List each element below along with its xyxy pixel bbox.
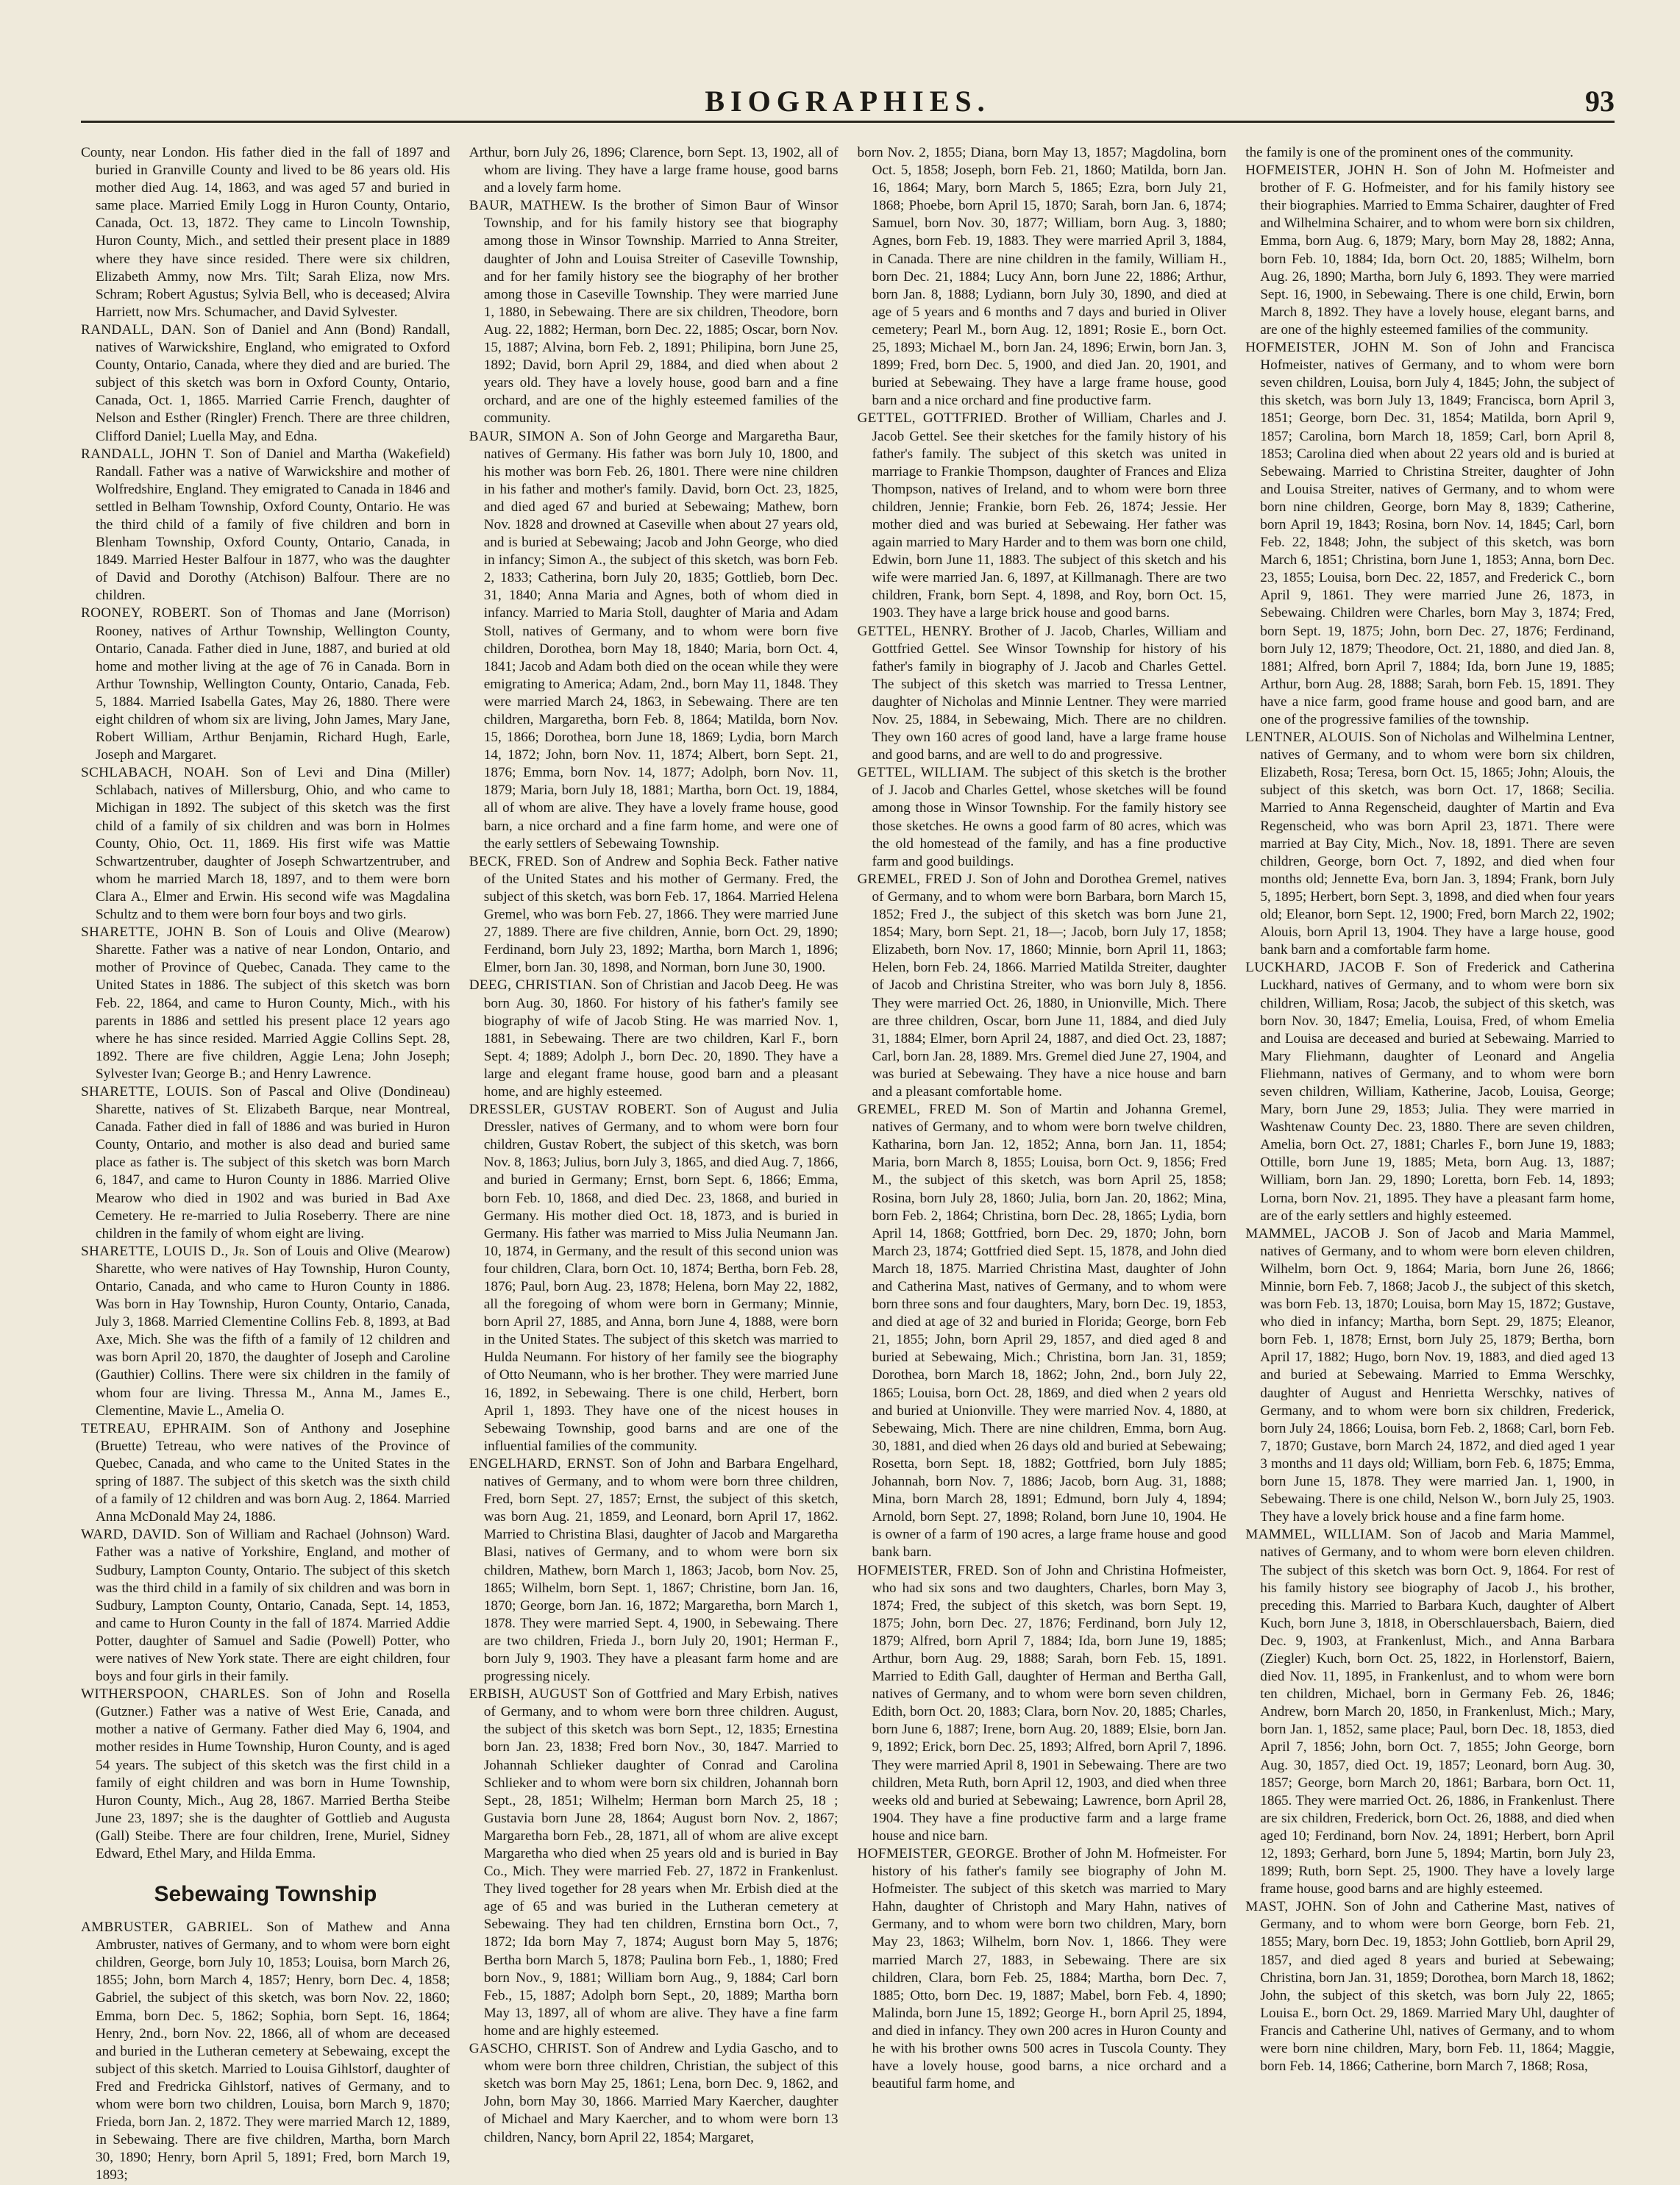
entry-name: BAUR, MATHEW. <box>469 198 586 214</box>
entry-name: GREMEL, FRED M. <box>857 1102 992 1118</box>
biography-entry <box>858 410 1227 622</box>
biography-entry <box>1245 1225 1615 1527</box>
entry-text: Son of Christian and Jacob Deeg. He was born Aug. 30, 1860. For history of his father's family see biography of wife of Jacob Sting. He was married Nov. 1, 1881, in Sebewaing. There are two children, Karl F., born Sept. 4; 1889; Adolph J., born Dec. 20, 1890. They have a large and elegant frame house, good barn and a pleasant home, and are highly esteemed. <box>483 977 839 1099</box>
biography-entry <box>81 446 450 605</box>
text-columns <box>81 144 1615 2184</box>
biography-entry <box>858 623 1227 765</box>
column-4 <box>1245 144 1615 2075</box>
entry-text: the family is one of the prominent ones of the community. <box>1245 145 1574 160</box>
biography-entry <box>1245 339 1615 729</box>
entry-name: HOFMEISTER, FRED. <box>857 1562 998 1578</box>
entry-text: Son of Mathew and Anna Ambruster, natives of Germany, and to whom were born eight children, George, born July 10, 1853; Louisa, born March 26, 1855; John, born March 4, 1857; Henry, born Dec. 4, 1858; Gabriel, the subject of this sketch, was born Nov. 22, 1860; Emma, born Dec. 5, 1862; Sophia, born Sept. 16, 1864; Henry, 2nd., born Nov. 22, 1866, all of whom are deceased and buried in the Lutheran cemetery at Sebewaing, except the subject of this sketch. Married to Louisa Gihlstorf, daughter of Fred and Fredricka Gihlstorf, natives of Germany, and to whom were born two children, Louisa, born March 9, 1870; Frieda, born Jan. 2, 1872. They were married March 12, 1889, in Sebewaing. There are five children, Martha, born March 30, 1890; Henry, born April 5, 1891; Fred, born March 19, 1893; <box>96 1920 450 2184</box>
biography-entry <box>81 1243 450 1420</box>
column-1-bottom-entries <box>81 1919 450 2184</box>
entry-text: Brother of William, Charles and J. Jacob Gettel. See their sketches for the family history of his father's family. The subject of this sketch was united in marriage to Frankie Thompson, daughter of Frances and Eliza Thompson, natives of Ireland, and to whom were born three children, Jennie; Frankie, born Feb. 26, 1874; Jessie. Her mother died and was buried at Sebewaing. Her father was again married to Mary Harder and to them was born one child, Edwin, born June 11, 1883. The subject of this sketch and his wife were married Jan. 6, 1897, at Killmanagh. There are two children, Frank, born Sept. 4, 1898, and Roy, born Oct. 15, 1903. They have a large brick house and good barns. <box>872 410 1227 621</box>
column-3 <box>857 144 1227 2092</box>
entry-text: Son of William and Rachael (Johnson) Ward. Father was a native of Yorkshire, England, and mother of Sudbury, Lampton County, Ontario. The subject of this sketch was the third child in a family of six children and was born in Sudbury, Lampton County, Ontario, Canada, Sept. 14, 1853, and came to Huron County in the fall of 1874. Married Addie Potter, daughter of Samuel and Sadie (Powell) Potter, who were natives of New York state. There are eight children, four boys and four girls in their family. <box>96 1527 450 1685</box>
entry-text: The subject of this sketch is the brother of J. Jacob and Charles Gettel, whose sketches will be found among those in Winsor Township. For the family history see those sketches. He owns a good farm of 80 acres, which was the old homestead of the family, and has a fine productive farm and good buildings. <box>872 765 1227 869</box>
biography-entry <box>81 1686 450 1863</box>
entry-name: DEEG, CHRISTIAN. <box>469 977 597 994</box>
biography-entry <box>858 144 1227 410</box>
biography-entry <box>469 1686 839 2040</box>
entry-name: SHARETTE, JOHN B. <box>81 924 227 941</box>
entry-name: HOFMEISTER, GEORGE. <box>857 1846 1019 1861</box>
biography-entry <box>1245 959 1615 1225</box>
entry-text: Son of Frederick and Catherina Luckhard, natives of Germany, and to whom were born six children, William, Rosa; Jacob, the subject of this sketch, was born Nov. 30, 1847; Emelia, Louisa, Fred, of whom Emelia and Louisa are deceased and buried at Sebewaing. Married to Mary Fliehmann, daughter of Leonard and Angelia Fliehmann, natives of Germany, and to whom were born seven children, William, Katherine, Jacob, Louisa, George; Mary, born June 29, 1853; Julia. They were married in Washtenaw County Dec. 23, 1880. There are seven children, Amelia, born Oct. 27, 1881; Charles F., born June 19, 1883; Ottille, born June 19, 1885; Meta, born Aug. 13, 1887; William, born Jan. 29, 1890; Loretta, born Feb. 14, 1893; Lorna, born Nov. 21, 1895. They have a pleasant farm home, are of the early settlers and highly esteemed. <box>1260 960 1615 1224</box>
running-title: BIOGRAPHIES. <box>705 85 991 118</box>
entry-name: GETTEL, HENRY. <box>857 623 973 639</box>
entry-text: Son of Jacob and Maria Mammel, natives of Germany, and to whom were born eleven children, Wilhelm, born Oct. 9, 1864; Maria, born June 26, 1866; Minnie, born Feb. 7, 1868; Jacob J., the subject of this sketch, was born Feb. 13, 1870; Louisa, born May 15, 1872; Gustave, who died in infancy; Martha, born Sept. 29, 1875; Eleanor, born Feb. 1, 1878; Ernst, born July 25, 1879; Bertha, born April 17, 1882; Hugo, born Nov. 19, 1883, and died aged 13 and buried at Sebewaing. Married to Emma Werschky, daughter of August and Henrietta Werschky, natives of Germany, and to whom were born six children, Frederick, born July 24, 1866; Louisa, born Feb. 2, 1868; Carl, born Feb. 7, 1870; Gustave, born March 24, 1872, and died aged 1 year 3 months and 11 days old; William, born Feb. 6, 1875; Emma, born June 15, 1878. They were married Jan. 1, 1900, in Sebewaing. There is one child, Nelson W., born July 25, 1903. They have a lovely brick house and a fine farm home. <box>1260 1225 1615 1525</box>
entry-name: BECK, FRED. <box>469 853 558 869</box>
entry-name: HOFMEISTER, JOHN H. <box>1245 163 1408 179</box>
entry-text: Son of John and Francisca Hofmeister, natives of Germany, and to whom were born seven children, Louisa, born July 4, 1845; John, the subject of this sketch, was born July 13, 1849; Francisca, born April 3, 1851; George, born Dec. 31, 1854; Matilda, born April 9, 1857; Carolina, born March 18, 1859; Carl, born April 8, 1853; Carolina died when about 22 years old and is buried at Sebewaing. Married to Christina Streiter, daughter of John and Louisa Streiter, natives of Germany, and to whom were born nine children, George, born May 8, 1839; Catherine, born April 19, 1843; Rosina, born Nov. 14, 1845; Carl, born Feb. 22, 1848; John, the subject of this sketch, was born March 6, 1851; Christina, born June 1, 1853; Anna, born Dec. 23, 1855; Louisa, born Dec. 22, 1857, and Frederick C., born April 9, 1861. They were married June 26, 1873, in Sebewaing. Children were Charles, born May 3, 1874; Fred, born Sept. 19, 1875; John, born Dec. 27, 1876; Ferdinand, born July 12, 1879; Theodore, Oct. 21, 1880, and died Jan. 8, 1881; Alfred, born April 7, 1884; Ida, born June 19, 1885; Arthur, born Aug. 28, 1888; Sarah, born Feb. 15, 1891. They have a nice farm, good frame house and good barn, and are one of the progressive families of the township. <box>1260 340 1615 727</box>
biography-entry <box>81 924 450 1083</box>
biography-entry <box>469 428 839 853</box>
entry-name: LENTNER, ALOUIS. <box>1245 730 1375 746</box>
entry-name: LUCKHARD, JACOB F. <box>1245 960 1406 976</box>
entry-text: Son of Andrew and Lydia Gascho, and to whom were born three children, Christian, the subject of this sketch was born May 25, 1861; Lena, born Dec. 9, 1862, and John, born May 30, 1866. Married Mary Kaercher, daughter of Michael and Mary Kaercher, and to whom were born 13 children, Nancy, born April 22, 1854; Margaret, <box>483 2041 839 2145</box>
column-2 <box>469 144 839 2145</box>
entry-text: Brother of John M. Hofmeister. For history of his father's family see biography of John M. Hofmeister. The subject of this sketch was married to Mary Hahn, daughter of Christoph and Mary Hahn, natives of Germany, and to whom were born two children, Mary, born May 23, 1863; Wilhelm, born Nov. 1, 1866. They were married March 27, 1883, in Sebewaing. There are six children, Clara, born Feb. 25, 1884; Martha, born Dec. 7, 1885; Otto, born Dec. 19, 1887; Mabel, born Feb. 4, 1890; Malinda, born June 15, 1892; George H., born April 25, 1894, and died in infancy. They own 200 acres in Huron County and he with his brother owns 500 acres in Tuscola County. They have a lovely house, good barns, a nice orchard and a beautiful farm home, and <box>872 1846 1227 2092</box>
entry-text: Son of Levi and Dina (Miller) Schlabach, natives of Millersburg, Ohio, and who came to Michigan in 1892. The subject of this sketch was the first child of a family of six children and was born in Holmes County, Ohio, Oct. 11, 1869. His first wife was Mattie Schwartzentruber, daughter of Joseph Schwartzentruber, and whom he married March 18, 1897, and to them were born Clara A., Elmer and Erwin. His second wife was Magdalina Schultz and to them were born four boys and two girls. <box>96 765 450 923</box>
entry-text: Son of John and Dorothea Gremel, natives of Germany, and to whom were born Barbara, born March 15, 1852; Fred J., the subject of this sketch was born June 21, 1854; Mary, born Sept. 21, 18—; Jacob, born July 17, 1858; Elizabeth, born Nov. 17, 1860; Minnie, born April 11, 1863; Helen, born Feb. 24, 1866. Married Matilda Streiter, daughter of Jacob and Christina Streiter, who was born July 8, 1856. They were married Oct. 26, 1880, in Unionville, Mich. There are three children, Oscar, born June 11, 1884, and died July 31, 1884; Elmer, born April 24, 1887, and died Oct. 23, 1887; Carl, born Jan. 28, 1889. Mrs. Gremel died June 27, 1904, and was buried at Sebewaing. They have a nice house and barn and a pleasant comfortable home. <box>872 871 1227 1099</box>
entry-text: Son of John and Barbara Engelhard, natives of Germany, and to whom were born three children, Fred, born Sept. 27, 1857; Ernst, the subject of this sketch, was born Aug. 21, 1859, and Leonard, born April 17, 1862. Married to Christina Blasi, daughter of Jacob and Margaretha Blasi, natives of Germany, and to whom were born six children, Mathew, born March 1, 1863; Jacob, born Nov. 25, 1865; Wilhelm, born Sept. 1, 1867; Christine, born Jan. 16, 1870; George, born Jan. 16, 1872; Margaretha, born March 1, 1878. They were married Sept. 4, 1900, in Sebewaing. There are two children, Frieda J., born July 20, 1901; Herman F., born July 9, 1903. They have a pleasant farm home and are progressing nicely. <box>483 1455 839 1685</box>
biography-entry <box>469 197 839 427</box>
entry-text: Son of John and Catherine Mast, natives of Germany, and to whom were born George, born Feb. 21, 1855; Mary, born Dec. 19, 1853; John Gottlieb, born April 29, 1857, and died aged 8 years and buried at Sebewaing; Christina, born Jan. 31, 1859; Dorothea, born March 18, 1862; John, the subject of this sketch, was born July 22, 1865; Louisa E., born Oct. 29, 1869. Married Mary Uhl, daughter of Francis and Catherine Uhl, natives of Germany, and to whom were born nine children, Mary, born Feb. 11, 1864; Maggie, born Feb. 14, 1866; Catherine, born March 7, 1868; Rosa, <box>1260 1899 1615 2075</box>
biography-entry <box>81 764 450 924</box>
biography-entry <box>469 144 839 197</box>
biography-entry <box>858 871 1227 1101</box>
entry-text: Son of Thomas and Jane (Morrison) Rooney, natives of Arthur Township, Wellington County, Ontario, Canada. Father died in June, 1887, and buried at old home and mother living at the age of 76 in Canada. Born in Arthur Township, Wellington County, Ontario, Canada, Feb. 5, 1884. Married Isabella Gates, May 26, 1880. There were eight children of whom six are living, John James, Mary Jane, Robert William, Arthur Benjamin, Richard Hugh, Earle, Joseph and Margaret. <box>96 605 450 763</box>
biography-entry <box>81 321 450 446</box>
biography-entry <box>469 2040 839 2147</box>
entry-name: ERBISH, AUGUST <box>469 1686 588 1703</box>
entry-text: Son of Pascal and Olive (Dondineau) Sharette, natives of St. Elizabeth Barque, near Montreal, Canada. Father died in fall of 1886 and was buried in Huron County, Ontario, and mother is also dead and buried same place as father is. The subject of this sketch was born March 6, 1847, and came to Huron County in 1886. Married Olive Mearow who died in 1902 and was buried in Bad Axe Cemetery. He re-married to Julia Roseberry. There are nine children in the family of whom eight are living. <box>96 1083 450 1241</box>
entry-name: GASCHO, CHRIST. <box>469 2041 592 2057</box>
column-1-top-entries <box>81 144 450 1863</box>
entry-text: Son of August and Julia Dressler, natives of Germany, and to whom were born four children, Gustav Robert, the subject of this sketch, was born Nov. 8, 1863; Julius, born July 3, 1865, and died Aug. 7, 1866, and buried in Germany; Ernst, born Sept. 6, 1866; Emma, born Feb. 10, 1868, and died Dec. 23, 1868, and buried in Germany. His mother died Oct. 18, 1873, and is buried in Germany. His father was married to Miss Julia Neumann Jan. 10, 1874, in Germany, and the result of this second union was four children, Clara, born Oct. 10, 1874; Bertha, born Feb. 28, 1876; Paul, born Aug. 23, 1878; Helena, born May 22, 1882, all the foregoing of whom were born in Germany; Minnie, born April 27, 1885, and Anna, born June 4, 1888, were born in the United States. The subject of this sketch was married to Hulda Neumann. For history of her family see the biography of Otto Neumann, who is her brother. They were married June 16, 1892, in Sebewaing. There is one child, Herbert, born April 1, 1893. They have one of the nicest houses in Sebewaing Township, good barns and are one of the influential families of the community. <box>483 1102 839 1454</box>
biography-entry <box>81 1083 450 1243</box>
entry-text: Son of Jacob and Maria Mammel, natives of Germany, and to whom were born eleven children. The subject of this sketch was born Oct. 9, 1864. For rest of his family history see biography of Jacob J., his brother, preceding this. Married to Barbara Kuch, daughter of Albert Kuch, born June 3, 1818, in Oberschlauersbach, Baiern, died Dec. 9, 1903, at Frankenlust, Mich., and Anna Barbara (Ziegler) Kuch, born Oct. 25, 1822, in Horlenstorf, Baiern, died Nov. 11, 1895, in Frankenlust, and to whom were born ten children, Michael, born in Germany Feb. 26, 1846; Andrew, born March 20, 1850, in Frankenlust, Mich.; Mary, born Jan. 1, 1852, same place; Paul, born Dec. 18, 1853, died April 7, 1856; John, born Oct. 7, 1855; John George, born Aug. 30, 1857, died Oct. 19, 1857; Leonard, born Aug. 30, 1857; George, born March 20, 1861; Barbara, born Oct. 11, 1865. They were married Oct. 26, 1886, in Frankenlust. There are six children, Frederick, born Oct. 26, 1888, and died when aged 10; Ferdinand, born Nov. 24, 1891; Herbert, born April 12, 1893; Gerhard, born June 5, 1894; Martin, born July 23, 1899; Ruth, born Sept. 25, 1900. They have a lovely large frame house, good barns and are highly esteemed. <box>1260 1527 1615 1897</box>
page-number: 93 <box>1585 85 1615 118</box>
biography-entry <box>858 1562 1227 1846</box>
entry-text: Son of Gottfried and Mary Erbish, natives of Germany, and to whom were born three children. August, the subject of this sketch was born Sept., 12, 1835; Ernestina born Jan. 23, 1838; Fred born Nov., 30, 1847. Married to Johannah Schlieker daughter of Conrad and Carolina Schlieker and to whom were born six children, Johannah born Sept., 28, 1851; Wilhelm; Herman born March 25, 18 ; Gustavia born June 28, 1864; August born Nov. 2, 1867; Margaretha born Feb., 28, 1871, all of whom are alive except Margaretha who died when 25 years old and is buried in Bay Co., Mich. They were married Feb. 27, 1872 in Frankenlust. They lived together for 28 years when Mr. Erbish died at the age of 65 and was buried in the Lutheran cemetery at Sebewaing. They had ten children, Ernstina born Oct., 7, 1872; Ida born May 7, 1874; August born May 5, 1876; Bertha born March 5, 1878; Paulina born Feb., 1, 1880; Fred born Nov., 9, 1881; William born Aug., 9, 1884; Carl born Feb., 15, 1887; Adolph born Sept., 20, 1889; Martha born May 13, 1897, all of whom are alive. They have a fine farm home and are highly esteemed. <box>483 1686 839 2039</box>
biography-entry <box>1245 1526 1615 1898</box>
biography-entry <box>858 764 1227 871</box>
biography-entry <box>469 853 839 977</box>
biography-entry <box>81 1526 450 1686</box>
entry-text: Brother of J. Jacob, Charles, William and Gottfried Gettel. See Winsor Township for history of his father's family in biography of J. Jacob and Charles Gettel. The subject of this sketch was married to Tressa Lentner, daughter of Nicholas and Minnie Lentner. They were married Nov. 25, 1884, in Sebewaing, Mich. There are no children. They own 160 acres of good land, have a large frame house and good barns, and are well to do and progressive. <box>872 623 1227 763</box>
entry-name: RANDALL, DAN. <box>81 321 196 338</box>
entry-text: Son of Andrew and Sophia Beck. Father native of the United States and his mother of Germany. Fred, the subject of this sketch, was born Feb. 17, 1864. Married Helena Gremel, who was born Feb. 27, 1866. They were married June 27, 1889. There are five children, Annie, born Oct. 29, 1890; Ferdinand, born July 23, 1892; Martha, born March 1, 1896; Elmer, born Jan. 30, 1898, and Norman, born June 30, 1900. <box>483 853 839 976</box>
entry-text: Son of Daniel and Ann (Bond) Randall, natives of Warwickshire, England, who emigrated to Oxford County, Ontario, Canada, where they died and are buried. The subject of this sketch was born in Oxford County, Ontario, Canada, Oct. 1, 1865. Married Carrie French, daughter of Nelson and Esther (Ringler) French. There are three children, Clifford Daniel; Luella May, and Edna. <box>96 321 450 444</box>
biography-entry <box>858 1101 1227 1561</box>
biography-entry <box>469 1101 839 1455</box>
biography-entry <box>1245 162 1615 339</box>
entry-name: MAST, JOHN. <box>1245 1899 1337 1915</box>
biography-entry <box>81 1919 450 2184</box>
section-heading: Sebewaing Township <box>154 1882 377 1907</box>
entry-name: TETREAU, EPHRAIM. <box>81 1420 232 1436</box>
entry-text: Son of Louis and Olive (Mearow) Sharette. Father was a native of near London, Ontario, and mother of Province of Quebec, Canada. They came to the United States in 1886. The subject of this sketch was born Feb. 22, 1864, and came to Huron County, Mich., with his parents in 1886 and settled his present place 12 years ago where he has since resided. Married Aggie Collins Sept. 28, 1892. There are five children, Aggie Lena; John Joseph; Sylvester Ivan; George B.; and Henry Lawrence. <box>96 924 450 1082</box>
entry-name: SCHLABACH, NOAH. <box>81 765 229 781</box>
entry-text: Son of Nicholas and Wilhelmina Lentner, natives of Germany, and to whom were born six children, Elizabeth, Rosa; Teresa, born Oct. 15, 1865; John; Alouis, the subject of this sketch, was born Oct. 17, 1868; Secilia. Married to Anna Regenscheid, daughter of Martin and Eva Regenscheid, who was born April 23, 1871. There were married at Bay City, Mich., Nov. 18, 1891. There are seven children, George, born Oct. 7, 1892, and died when four months old; Jennette Eva, born Jan. 3, 1894; Frank, born July 5, 1895; Herbert, born Sept. 3, 1898, and died when four years old; Eleanor, born Sept. 12, 1900; Fred, born March 22, 1902; Alouis, born April 13, 1904. They have a large house, good bank barn and a comfortable farm home. <box>1260 730 1615 958</box>
entry-text: Son of John and Rosella (Gutzner.) Father was a native of West Erie, Canada, and mother a native of Germany. Father died May 6, 1904, and mother resides in Hume Township, Huron County, and is aged 54 years. The subject of this sketch was the first child in a family of eight children and was born in Hume Township, Huron County, Mich., Aug 28, 1867. Married Bertha Steibe June 23, 1897; she is the daughter of Gottlieb and Augusta (Gall) Steibe. There are four children, Irene, Muriel, Sidney Edward, Ethel Mary, and Hilda Emma. <box>96 1686 450 1861</box>
entry-name: SHARETTE, LOUIS D., Jr. <box>81 1243 249 1259</box>
entry-text: Son of John M. Hofmeister and brother of F. G. Hofmeister, and for his family history see their biographies. Married to Emma Schairer, daughter of Fred and Wilhelmina Schairer, and to whom were born six children, Emma, born Aug. 6, 1879; Mary, born May 28, 1882; Anna, born Feb. 10, 1884; Ida, born Oct. 20, 1885; Wilhelm, born Aug. 26, 1890; Martha, born July 6, 1893. They were married Sept. 16, 1900, in Sebewaing. There is one child, Erwin, born March 8, 1892. They have a lovely house, elegant barns, and are one of the highly esteemed families of the community. <box>1260 163 1615 338</box>
entry-text: Son of Louis and Olive (Mearow) Sharette, who were natives of Hay Township, Huron County, Ontario, Canada, and who came to Huron County in 1886. Was born in Hay Township, Huron County, Ontario, Canada, July 3, 1868. Married Clementine Collins Feb. 8, 1893, at Bad Axe, Mich. She was the fifth of a family of 12 children and was born April 20, 1870, the daughter of Joseph and Caroline (Gauthier) Collins. There were six children in the family of whom four are living. Thressa M., Anna M., James E., Clementine, Mavie L., Amelia O. <box>96 1243 450 1419</box>
biography-entry <box>81 144 450 321</box>
entry-name: GETTEL, GOTTFRIED. <box>857 410 1008 427</box>
entry-text: Is the brother of Simon Baur of Winsor Township, and for his family history see that biography among those in Winsor Township. Married to Anna Streiter, daughter of John and Louisa Streiter of Caseville Township, and for her family history see the biography of her brother among those in Caseville Township. They were married June 1, 1880, in Sebewaing. There are six children, Theodore, born Aug. 22, 1882; Herman, born Dec. 22, 1885; Oscar, born Nov. 15, 1887; Alvina, born Feb. 2, 1891; Philipina, born June 25, 1892; David, born April 29, 1884, and died when about 2 years old. They have a lovely house, good barn and a fine orchard, and are one of the highly esteemed families of the community. <box>483 198 839 427</box>
entry-name: WITHERSPOON, CHARLES. <box>81 1686 270 1703</box>
biography-entry <box>469 1455 839 1686</box>
entry-name: GREMEL, FRED J. <box>857 871 977 887</box>
entry-name: MAMMEL, WILLIAM. <box>1245 1527 1392 1543</box>
entry-name: WARD, DAVID. <box>81 1527 181 1543</box>
entry-text: born Nov. 2, 1855; Diana, born May 13, 1857; Magdolina, born Oct. 5, 1858; Joseph, born Feb. 21, 1860; Matilda, born Jan. 16, 1864; Mary, born March 5, 1865; Ezra, born July 21, 1868; Phoebe, born April 15, 1870; Sarah, born Jan. 6, 1874; Samuel, born Nov. 30, 1877; William, born Aug. 3, 1880; Agnes, born Feb. 19, 1883. They were married April 3, 1884, in Canada. There are nine children in the family, William H., born Dec. 21, 1884; Lucy Ann, born June 22, 1886; Arthur, born Jan. 8, 1888; Lydiann, born July 30, 1890, and died at age of 5 years and 6 months and 7 days and buried in Oliver cemetery; Pearl M., born Aug. 12, 1891; Rosie E., born Oct. 25, 1893; Michael M., born Jan. 24, 1896; Erwin, born Jan. 3, 1899; Fred, born Dec. 5, 1900, and died Jan. 20, 1901, and buried at Sebewaing. They have a large frame house, good barn and a nice orchard and fine productive farm. <box>857 145 1227 409</box>
entry-text: Son of John George and Margaretha Baur, natives of Germany. His father was born July 10, 1800, and his mother was born Feb. 26, 1801. There were nine children in his father and mother's family. David, born Oct. 23, 1825, and died aged 67 and buried at Sebewaing; Mathew, born Nov. 1828 and drowned at Caseville when about 27 years old, and is buried at Sebewaing; Jacob and John George, who died in infancy; Simon A., the subject of this sketch, was born Feb. 2, 1833; Catherina, born July 20, 1835; Gottlieb, born Dec. 31, 1840; Anna Maria and Agnes, both of whom died in infancy. Married to Maria Stoll, daughter of Maria and Adam Stoll, natives of Germany, and to whom were born five children, Dorothea, born May 18, 1840; Maria, born Oct. 4, 1841; Jacob and Adam both died on the ocean while they were emigrating to America; Adam, 2nd., born May 11, 1848. They were married March 24, 1863, in Sebewaing. There are ten children, Margaretha, born Feb. 8, 1864; Matilda, born Nov. 15, 1866; Dorothea, born June 18, 1869; Lydia, born March 14, 1872; John, born Nov. 11, 1874; Albert, born Sept. 21, 1876; Emma, born Nov. 14, 1877; Adolph, born Nov. 11, 1879; Maria, born July 18, 1881; Martha, born Oct. 19, 1884, all of whom are alive. They have a lovely frame house, good barn, a nice orchard and a fine farm home, and were one of the early settlers of Sebewaing Township. <box>483 428 839 852</box>
entry-name: GETTEL, WILLIAM. <box>857 765 989 781</box>
entry-name: AMBRUSTER, GABRIEL. <box>81 1920 253 1936</box>
biography-entry <box>81 605 450 764</box>
entry-name: BAUR, SIMON A. <box>469 428 584 444</box>
entry-text: County, near London. His father died in the fall of 1897 and buried in Granville County and lived to be 86 years old. His mother died Aug. 14, 1863, and was aged 57 and buried in same place. Married Emily Logg in Huron County, Ontario, Canada, Oct. 13, 1872. They came to Lincoln Township, Huron County, Mich., and settled their present place in 1889 where they have since resided. There were six children, Elizabeth Ammy, now Mrs. Tilt; Sarah Eliza, now Mrs. Schram; Robert Agustus; Sylvia Bell, who is deceased; Alvira Harriett, now Mrs. Schumacher, and David Sylvester. <box>81 145 450 320</box>
biography-entry <box>1245 729 1615 959</box>
biography-entry <box>858 1845 1227 2093</box>
entry-text: Son of Martin and Johanna Gremel, natives of Germany, and to whom were born twelve children, Katharina, born Jan. 12, 1852; Anna, born Jan. 11, 1854; Maria, born March 8, 1855; Louisa, born Oct. 9, 1856; Fred M., the subject of this sketch, was born April 25, 1858; Rosina, born July 28, 1860; Julia, born Jan. 20, 1862; Mina, born Feb. 2, 1864; Christina, born Dec. 28, 1865; Lydia, born April 14, 1868; Gottfried, born Dec. 29, 1870; John, born March 23, 1874; Gottfried died Sept. 15, 1878, and John died March 18, 1875. Married Christina Mast, daughter of John and Catherina Mast, natives of Germany, and to whom were born three sons and four daughters, Mary, born Dec. 19, 1853, and died at age of 32 and buried in Florida; George, born Feb 21, 1855; John, born April 29, 1857, and died aged 8 and buried at Sebewaing, Mich.; Christina, born Jan. 31, 1859; Dorothea, born March 18, 1862; John, 2nd., born July 22, 1865; Louisa, born Oct. 28, 1869, and died when 2 years old and buried at Unionville. They were married Nov. 4, 1880, at Sebewaing, Mich. There are nine children, Emma, born Aug. 30, 1881, and died when 26 days old and buried at Sebewaing; Rosetta, born Sept. 18, 1882; Gottfried, born July 1885; Johannah, born Nov. 7, 1886; Jacob, born Aug. 31, 1888; Mina, born March 28, 1891; Edmund, born July 4, 1894; Arnold, born Sept. 27, 1898; Roland, born June 10, 1904. He is owner of a farm of 190 acres, a large frame house and good bank barn. <box>872 1102 1227 1561</box>
biography-entry <box>469 977 839 1101</box>
entry-name: MAMMEL, JACOB J. <box>1245 1225 1389 1241</box>
entry-name: ROONEY, ROBERT. <box>81 605 211 621</box>
page-header <box>81 74 1615 123</box>
entry-text: Son of Daniel and Martha (Wakefield) Randall. Father was a native of Warwickshire and mother of Wolfredshire, England. They emigrated to Canada in 1846 and settled in Belham Township, Oxford County, Ontario. He was the third child of a family of five children and born in Blenham Township, Oxford County, Ontario, Canada, in 1849. Married Hester Balfour in 1877, who was the daughter of David and Dorothy (Atchison) Balfour. There are no children. <box>96 446 450 604</box>
biography-entry <box>1245 144 1615 162</box>
biography-entry <box>1245 1898 1615 2075</box>
entry-name: DRESSLER, GUSTAV ROBERT. <box>469 1102 677 1118</box>
entry-text: Son of Anthony and Josephine (Bruette) Tetreau, who were natives of the Province of Quebec, Canada, and who came to the United States in the spring of 1887. The subject of this sketch was the sixth child of a family of 12 children and was born Aug. 2, 1864. Married Anna McDonald May 24, 1886. <box>96 1420 450 1525</box>
entry-name: ENGELHARD, ERNST. <box>469 1455 616 1472</box>
entry-name: SHARETTE, LOUIS. <box>81 1083 213 1099</box>
entry-name: RANDALL, JOHN T. <box>81 446 215 462</box>
entry-text: Son of John and Christina Hofmeister, who had six sons and two daughters, Charles, born May 3, 1874; Fred, the subject of this sketch, was born Sept. 19, 1875; John, born Dec. 27, 1876; Ferdinand, born July 12, 1879; Alfred, born April 7, 1884; Ida, born June 19, 1885; Arthur, born Aug. 29, 1888; Sarah, born Feb. 15, 1891. Married to Edith Gall, daughter of Herman and Bertha Gall, natives of Germany, and to whom were born seven children, Edith, born Oct. 20, 1883; Clara, born Nov. 20, 1885; Charles, born June 6, 1887; Irene, born Aug. 20, 1889; Elsie, born Jan. 9, 1892; Erick, born Dec. 25, 1893; Alfred, born April 7, 1896. They were married April 8, 1901 in Sebewaing. There are two children, Meta Ruth, born April 12, 1903, and died when three weeks old and buried at Sebewaing; Lawrence, born April 28, 1904. They have a fine productive farm and a large frame house and nice barn. <box>872 1562 1227 1844</box>
entry-name: HOFMEISTER, JOHN M. <box>1245 340 1419 356</box>
biography-entry <box>81 1420 450 1527</box>
entry-text: Arthur, born July 26, 1896; Clarence, born Sept. 13, 1902, all of whom are living. They have a large frame house, good barns and a lovely farm home. <box>469 145 839 196</box>
column-1 <box>81 144 450 2184</box>
